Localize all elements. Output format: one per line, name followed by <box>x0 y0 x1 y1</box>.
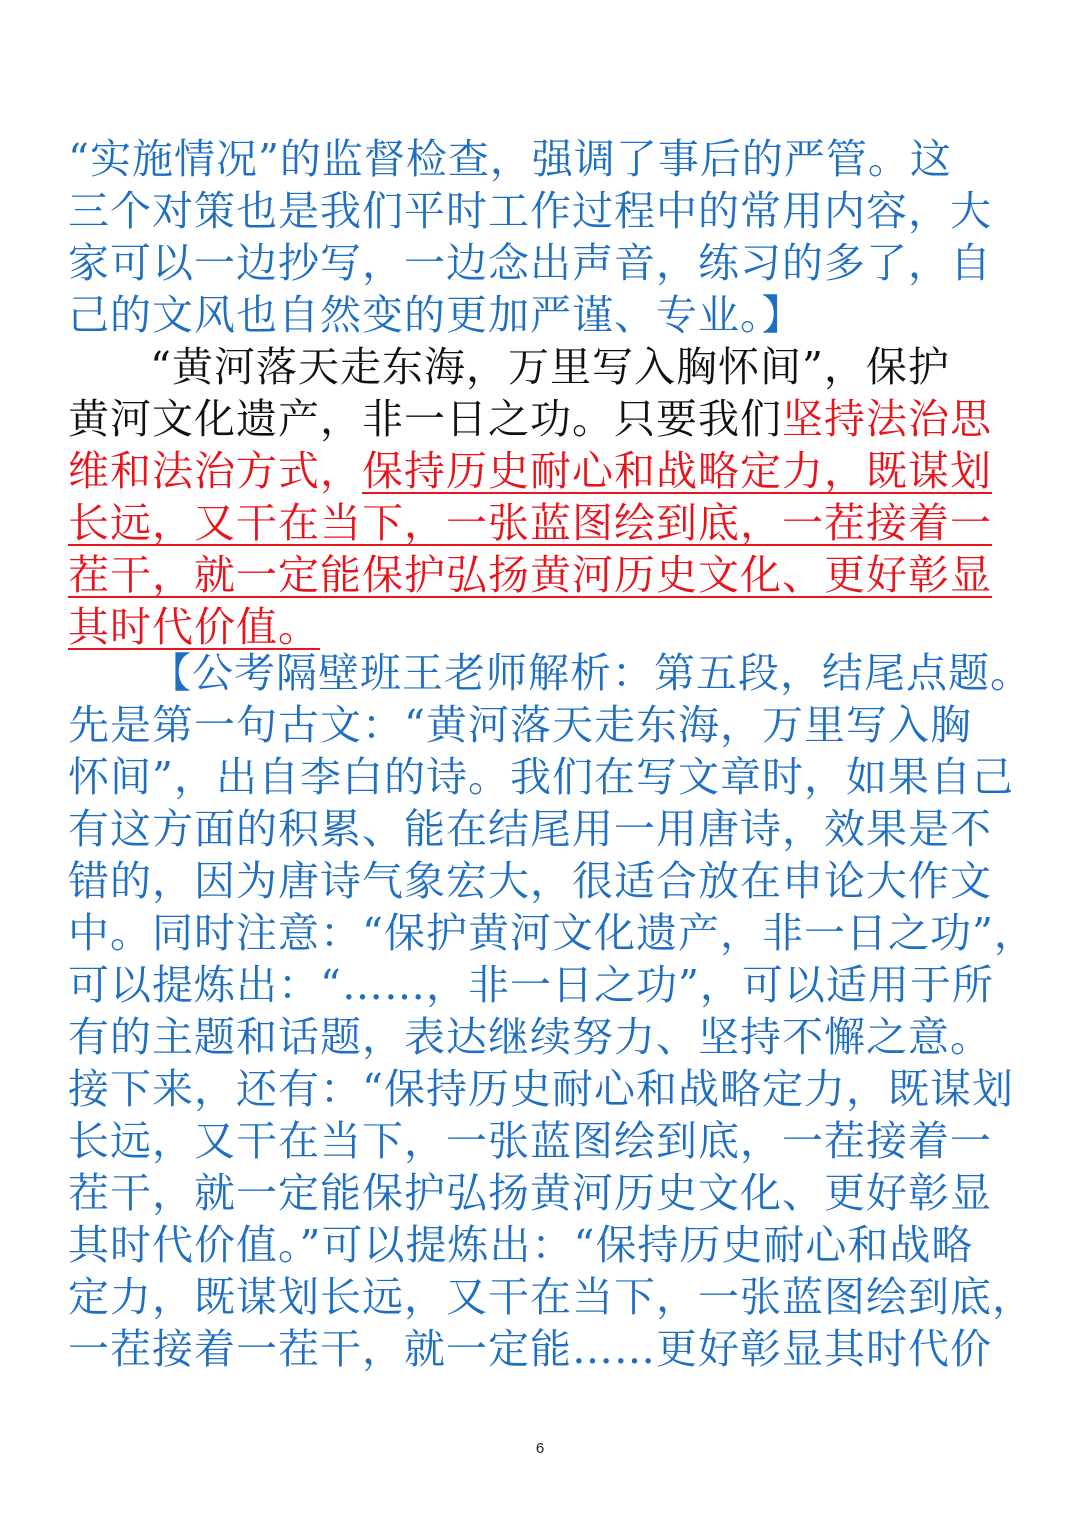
body-paragraph-line-1: “黄河落天走东海，万里写入胸怀间”，保护 <box>150 343 950 391</box>
body-paragraph-line-3 <box>68 445 992 497</box>
analysis-line-6: 中。同时注意：“保护黄河文化遗产，非一日之功”， <box>68 909 1036 957</box>
analysis-line-10: 长远，又干在当下，一张蓝图绘到底，一茬接着一 <box>68 1117 992 1165</box>
analysis-intro-line-2: 三个对策也是我们平时工作过程中的常用内容，大 <box>68 187 992 235</box>
analysis-line-3: 怀间”，出自李白的诗。我们在写文章时，如果自己 <box>68 753 1014 801</box>
analysis-line-12: 其时代价值。”可以提炼出：“保持历史耐心和战略 <box>68 1221 974 1269</box>
analysis-intro-line-3: 家可以一边抄写，一边念出声音，练习的多了，自 <box>68 239 992 287</box>
analysis-intro-line-4: 己的文风也自然变的更加严谨、专业。】 <box>68 291 804 339</box>
analysis-line-14: 一茬接着一茬干，就一定能……更好彰显其时代价 <box>68 1325 992 1373</box>
analysis-intro-line-1: “实施情况”的监督检查，强调了事后的严管。这 <box>68 135 952 183</box>
body-paragraph-line-6: 其时代价值。 <box>68 603 320 651</box>
highlight-text: 坚持法治思 <box>782 395 992 443</box>
analysis-line-1: 【公考隔壁班王老师解析：第五段，结尾点题。 <box>150 649 1032 697</box>
analysis-line-8: 有的主题和话题，表达继续努力、坚持不懈之意。 <box>68 1013 992 1061</box>
highlight-text: 维和法治方式， <box>68 447 362 495</box>
analysis-line-7: 可以提炼出：“……，非一日之功”，可以适用于所 <box>68 961 994 1009</box>
analysis-line-5: 错的，因为唐诗气象宏大，很适合放在申论大作文 <box>68 857 992 905</box>
underlined-highlight-text: 保持历史耐心和战略定力，既谋划 <box>362 447 992 495</box>
body-paragraph-line-4: 长远，又干在当下，一张蓝图绘到底，一茬接着一 <box>68 499 992 547</box>
analysis-line-2: 先是第一句古文：“黄河落天走东海，万里写入胸 <box>68 701 972 749</box>
analysis-line-13: 定力，既谋划长远，又干在当下，一张蓝图绘到底， <box>68 1273 1034 1321</box>
analysis-line-9: 接下来，还有：“保持历史耐心和战略定力，既谋划 <box>68 1065 1014 1113</box>
analysis-line-11: 茬干，就一定能保护弘扬黄河历史文化、更好彰显 <box>68 1169 992 1217</box>
page-number: 6 <box>535 1440 545 1457</box>
body-paragraph-line-5: 茬干，就一定能保护弘扬黄河历史文化、更好彰显 <box>68 551 992 599</box>
analysis-line-4: 有这方面的积累、能在结尾用一用唐诗，效果是不 <box>68 805 992 853</box>
body-paragraph-line-2 <box>68 393 992 445</box>
body-text: 黄河文化遗产，非一日之功。只要我们 <box>68 395 782 443</box>
